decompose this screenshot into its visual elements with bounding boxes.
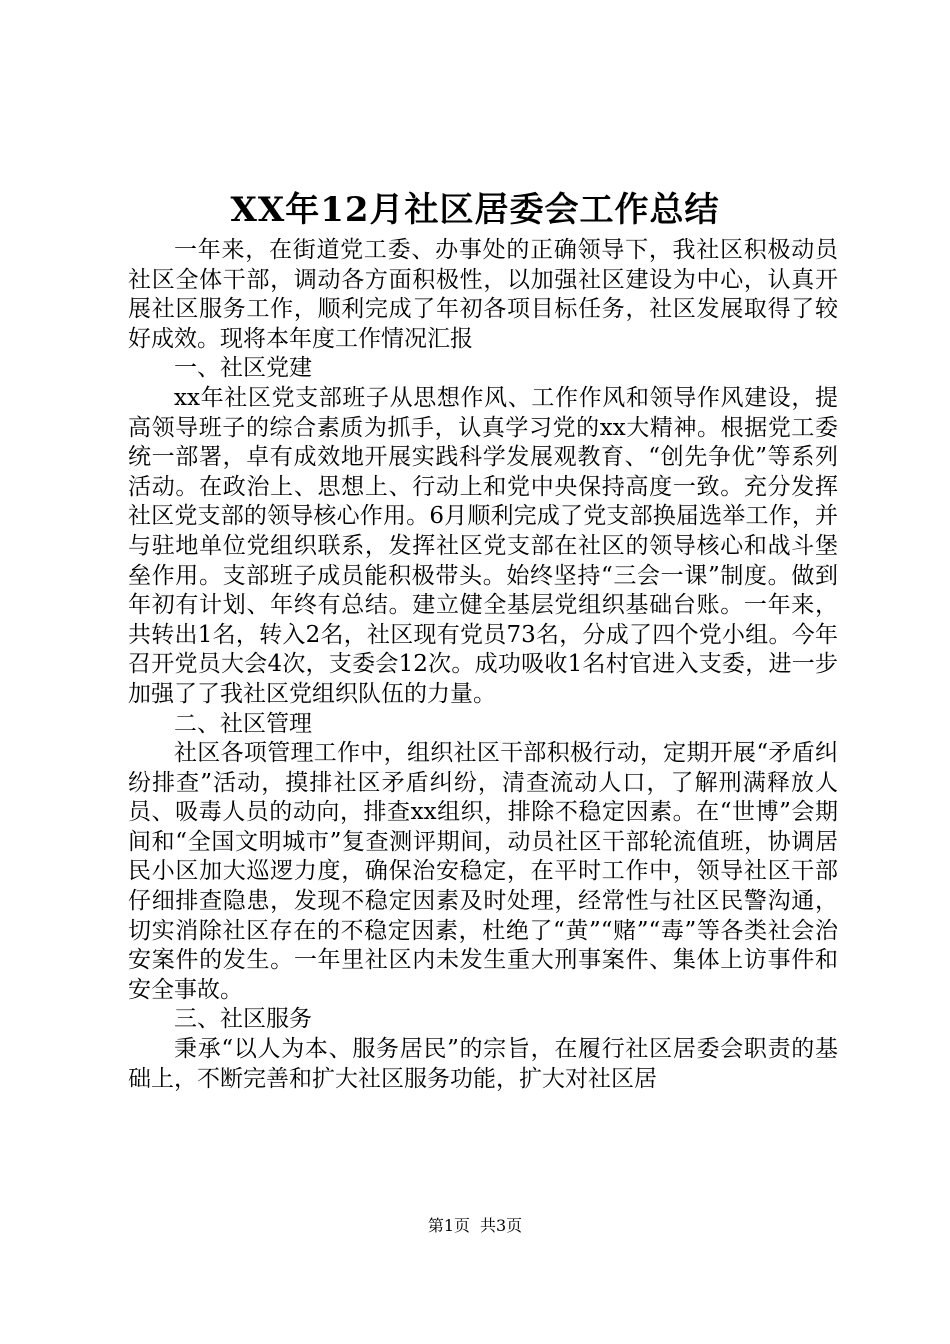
page-total: 共3页	[480, 1216, 523, 1235]
section-heading-community-service: 三、社区服务	[174, 1006, 312, 1033]
page-number: 第1页	[427, 1216, 470, 1235]
section-paragraph-community-management: 社区各项管理工作中，组织社区干部积极行动，定期开展“矛盾纠纷排查”活动，摸排社区矛盾纠纷，清查流动人口，了解刑满释放人员、吸毒人员的动向，排查xx组织，排除不稳定因素。在“世博”会期间和“全国文明城市”复查测评期间，动员社区干部轮流值班，协调居民小区加大巡逻力度，确保治安稳定，在平时工作中，领导社区干部仔细排查隐患，发现不稳定因素及时处理，经常性与社区民警沟通，切实消除社区存在的不稳定因素，杜绝了“黄”“赌”“毒”等各类社会治安案件的发生。一年里社区内未发生重大刑事案件、集体上访事件和安全事故。	[128, 740, 838, 1003]
section-paragraph-community-service: 秉承“以人为本、服务居民”的宗旨，在履行社区居委会职责的基础上，不断完善和扩大社区服务功能，扩大对社区居	[128, 1036, 838, 1092]
section-heading-community-management: 二、社区管理	[174, 710, 312, 737]
page-footer	[0, 1214, 950, 1238]
document-title: XX年12月社区居委会工作总结	[230, 190, 720, 230]
document-body	[128, 236, 838, 1094]
intro-paragraph: 一年来，在街道党工委、办事处的正确领导下，我社区积极动员社区全体干部，调动各方面积极性，以加强社区建设为中心，认真开展社区服务工作，顺利完成了年初各项目标任务，社区发展取得了较好成效。现将本年度工作情况汇报	[128, 237, 838, 352]
section-paragraph-party-building: xx年社区党支部班子从思想作风、工作作风和领导作风建设，提高领导班子的综合素质为抓手，认真学习党的xx大精神。根据党工委统一部署，卓有成效地开展实践科学发展观教育、“创先争优”等系列活动。在政治上、思想上、行动上和党中央保持高度一致。充分发挥社区党支部的领导核心作用。6月顺利完成了党支部换届选举工作，并与驻地单位党组织联系，发挥社区党支部在社区的领导核心和战斗堡垒作用。支部班子成员能积极带头。始终坚持“三会一课”制度。做到年初有计划、年终有总结。建立健全基层党组织基础台账。一年来，共转出1名，转入2名，社区现有党员73名，分成了四个党小组。今年召开党员大会4次，支委会12次。成功吸收1名村官进入支委，进一步加强了了我社区党组织队伍的力量。	[128, 384, 838, 707]
section-heading-party-building: 一、社区党建	[174, 355, 312, 382]
